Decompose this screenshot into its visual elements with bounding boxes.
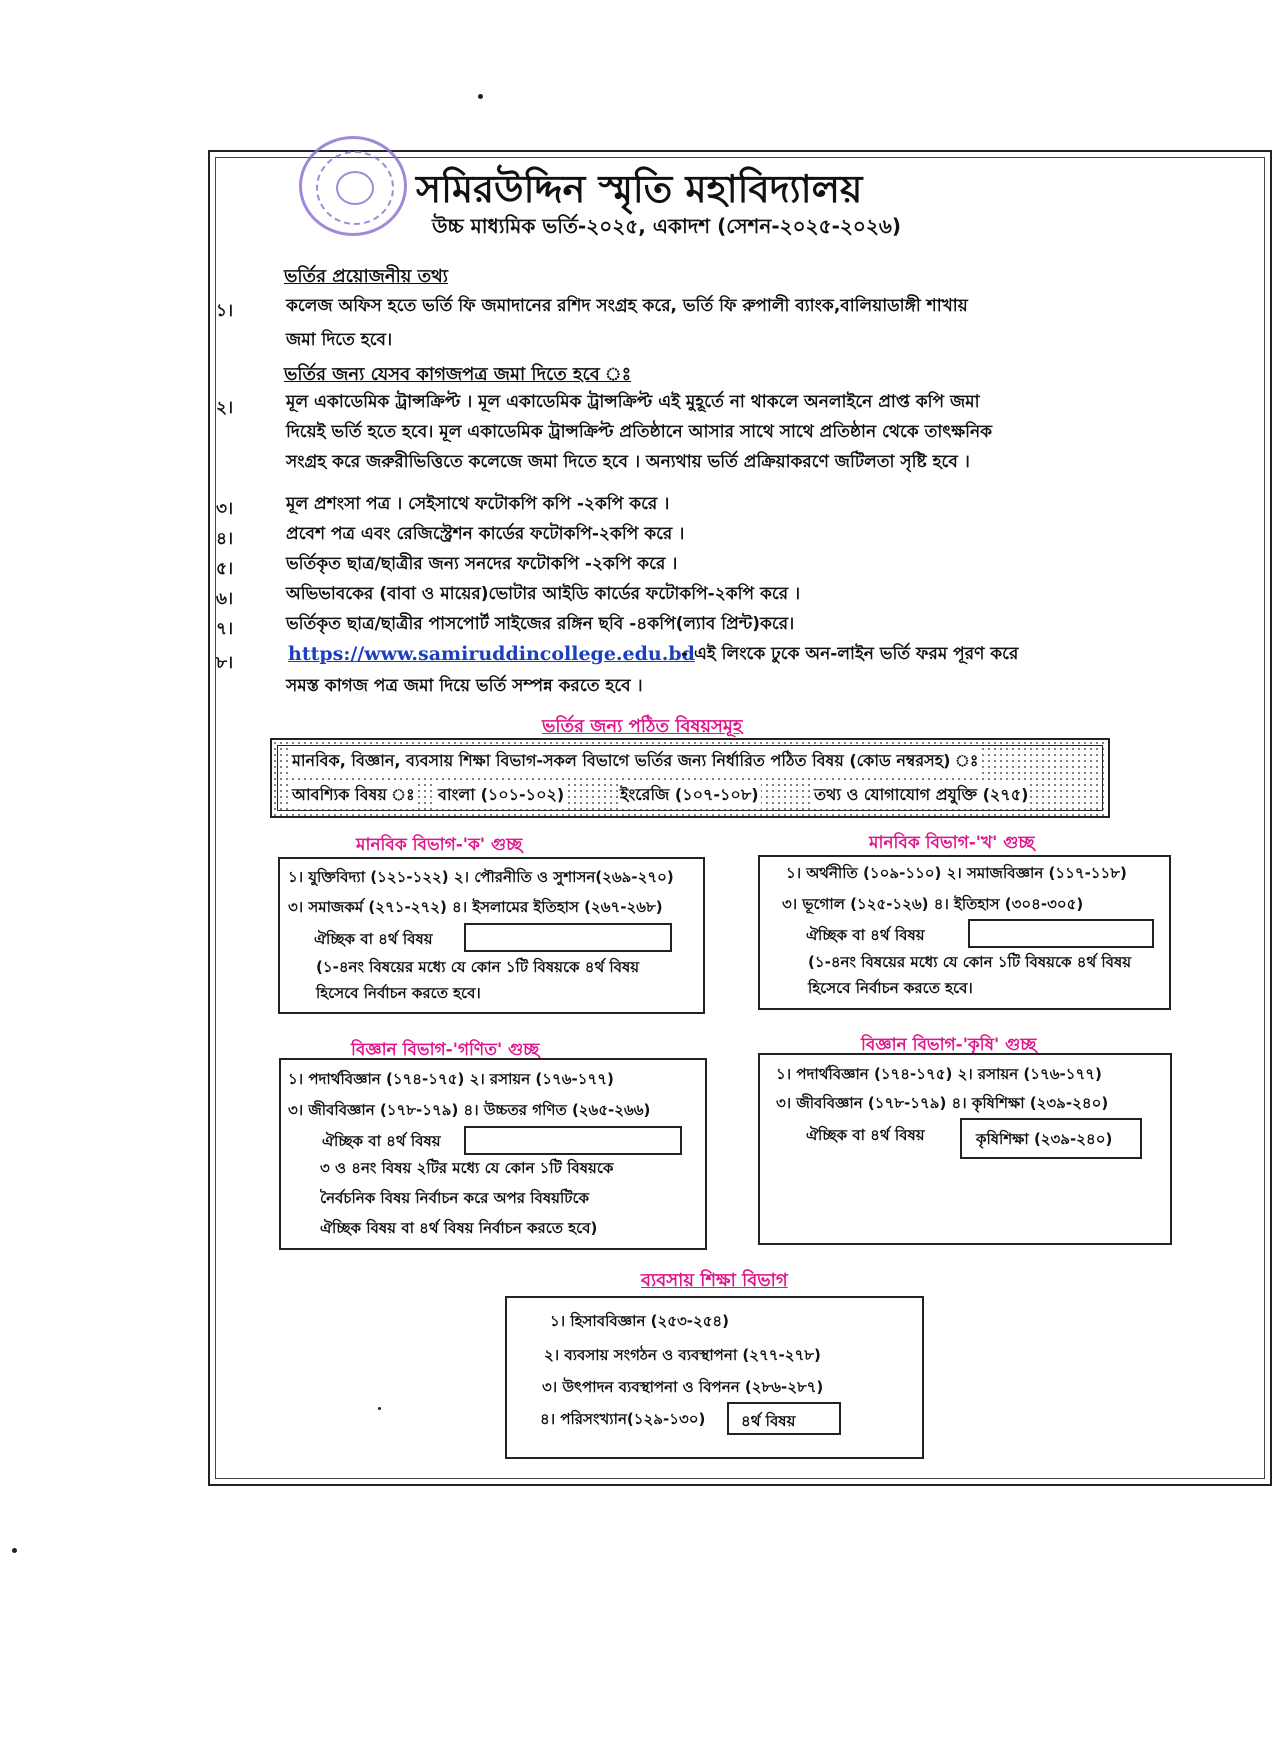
item-number: ১। xyxy=(216,301,234,321)
item-number: ৫। xyxy=(216,559,234,579)
subject-row: ১। অর্থনীতি (১০৯-১১০) ২। সমাজবিজ্ঞান (১১৭-১১৮) xyxy=(786,864,1127,882)
note-text: ঐচ্ছিক বিষয় বা ৪র্থ বিষয় নির্বাচন করতে হবে) xyxy=(320,1219,598,1237)
group-title: মানবিক বিভাগ-'ক' গুচ্ছ xyxy=(356,835,523,855)
item-text: দিয়েই ভর্তি হতে হবে। মূল একাডেমিক ট্রান্সক্রিপ্ট প্রতিষ্ঠানে আসার সাথে সাথে প্রতিষ্ঠান থেকে তাৎক্ষনিক xyxy=(286,422,993,442)
note-text: ৩ ও ৪নং বিষয় ২টির মধ্যে যে কোন ১টি বিষয়কে xyxy=(320,1159,614,1177)
item-text: অভিভাবকের (বাবা ও মায়ের)ভোটার আইডি কার্ডের ফটোকপি-২কপি করে । xyxy=(286,584,801,604)
item-text: সমস্ত কাগজ পত্র জমা দিয়ে ভর্তি সম্পন্ন করতে হবে । xyxy=(286,676,643,696)
subject-row: ১। পদার্থবিজ্ঞান (১৭৪-১৭৫) ২। রসায়ন (১৭৬-১৭৭) xyxy=(776,1065,1102,1083)
optional-label: ঐচ্ছিক বা ৪র্থ বিষয় xyxy=(806,926,925,944)
college-name: সমিরউদ্দিন স্মৃতি মহাবিদ্যালয় xyxy=(416,166,863,211)
group-title: ব্যবসায় শিক্ষা বিভাগ xyxy=(641,1270,788,1291)
note-text: (১-৪নং বিষয়ের মধ্যে যে কোন ১টি বিষয়কে ৪র্থ বিষয় xyxy=(316,958,640,976)
subject-row: ৩। জীববিজ্ঞান (১৭৮-১৭৯) ৪। কৃষিশিক্ষা (২৩৯-২৪০) xyxy=(776,1094,1109,1112)
subject-row: ১। হিসাববিজ্ঞান (২৫৩-২৫৪) xyxy=(550,1312,730,1330)
subject-row: ৩। ভূগোল (১২৫-১২৬) ৪। ইতিহাস (৩০৪-৩০৫) xyxy=(782,895,1084,913)
item-number: ৭। xyxy=(216,619,234,639)
subject-row: ২। ব্যবসায় সংগঠন ও ব্যবস্থাপনা (২৭৭-২৭৮) xyxy=(544,1346,821,1364)
item-number: ৩। xyxy=(216,499,234,519)
group-title: বিজ্ঞান বিভাগ-'কৃষি' গুচ্ছ xyxy=(861,1035,1037,1055)
college-website-link[interactable]: https://www.samiruddincollege.edu.bd xyxy=(288,643,695,665)
college-seal-icon xyxy=(299,136,407,236)
item-text: মূল প্রশংসা পত্র । সেইসাথে ফটোকপি কপি -২কপি করে । xyxy=(286,494,670,514)
item-number: ৪। xyxy=(216,529,234,549)
note-text: হিসেবে নির্বাচন করতে হবে। xyxy=(808,979,973,997)
compulsory-subject: বাংলা (১০১-১০২) xyxy=(436,782,566,809)
docs-heading: ভর্তির জন্য যেসব কাগজপত্র জমা দিতে হবে ঃ xyxy=(284,364,632,385)
item-text: সংগ্রহ করে জরুরীভিত্তিতে কলেজে জমা দিতে হবে । অন্যথায় ভর্তি প্রক্রিয়াকরণে জটিলতা সৃষ্টি হবে । xyxy=(286,452,970,472)
subject-row: ৪। পরিসংখ্যান(১২৯-১৩০) xyxy=(540,1410,706,1428)
subject-row: ৩। উৎপাদন ব্যবস্থাপনা ও বিপনন (২৮৬-২৮৭) xyxy=(542,1378,824,1396)
compulsory-label: আবশ্যিক বিষয় ঃ xyxy=(290,782,417,809)
item-number: ৬। xyxy=(216,589,234,609)
subject-row: ৩। জীববিজ্ঞান (১৭৮-১৭৯) ৪। উচ্চতর গণিত (২৬৫-২৬৬) xyxy=(288,1101,651,1119)
subject-row: ১। যুক্তিবিদ্যা (১২১-১২২) ২। পৌরনীতি ও সুশাসন(২৬৯-২৭০) xyxy=(288,868,674,886)
compulsory-subject: তথ্য ও যোগাযোগ প্রযুক্তি (২৭৫) xyxy=(812,782,1030,809)
item-text: প্রবেশ পত্র এবং রেজিস্ট্রেশন কার্ডের ফটোকপি-২কপি করে । xyxy=(286,524,685,544)
admission-subtitle: উচ্চ মাধ্যমিক ভর্তি-২০২৫, একাদশ (সেশন-২০২৫-২০২৬) xyxy=(432,214,902,238)
optional-label: ঐচ্ছিক বা ৪র্থ বিষয় xyxy=(322,1132,441,1150)
note-text: হিসেবে নির্বাচন করতে হবে। xyxy=(316,984,481,1002)
subject-row: ১। পদার্থবিজ্ঞান (১৭৪-১৭৫) ২। রসায়ন (১৭৬-১৭৭) xyxy=(288,1070,614,1088)
item-number: ২। xyxy=(216,398,234,418)
optional-subject-field[interactable] xyxy=(464,923,672,952)
item-text: - এই লিংকে ঢুকে অন-লাইন ভর্তি ফরম পূরণ করে xyxy=(681,644,1019,664)
scan-speck xyxy=(378,1407,381,1410)
common-subjects-line: মানবিক, বিজ্ঞান, ব্যবসায় শিক্ষা বিভাগ-সকল বিভাগে ভর্তির জন্য নির্ধারিত পঠিত বিষয় (কোড নম্বরসহ) ঃ xyxy=(290,748,980,775)
compulsory-subject: ইংরেজি (১০৭-১০৮) xyxy=(618,782,761,809)
optional-subject-field[interactable] xyxy=(968,919,1154,948)
item-text: ভর্তিকৃত ছাত্র/ছাত্রীর পাসপোর্ট সাইজের রঙ্গিন ছবি -৪কপি(ল্যাব প্রিন্ট)করে। xyxy=(286,614,795,634)
subject-row: ৩। সমাজকর্ম (২৭১-২৭২) ৪। ইসলামের ইতিহাস (২৬৭-২৬৮) xyxy=(288,898,663,916)
item-text: মূল একাডেমিক ট্রান্সক্রিপ্ট । মূল একাডেমিক ট্রান্সক্রিপ্ট এই মুহূর্তে না থাকলে অনলাইনে প্রাপ্ত কপি জমা xyxy=(286,392,980,412)
note-text: (১-৪নং বিষয়ের মধ্যে যে কোন ১টি বিষয়কে ৪র্থ বিষয় xyxy=(808,953,1132,971)
scan-speck xyxy=(478,94,483,99)
optional-label: ঐচ্ছিক বা ৪র্থ বিষয় xyxy=(314,930,433,948)
subjects-heading: ভর্তির জন্য পঠিত বিষয়সমূহ xyxy=(542,716,743,737)
item-number: ৮। xyxy=(216,653,234,673)
group-title: মানবিক বিভাগ-'খ' গুচ্ছ xyxy=(869,833,1035,853)
item-text: ভর্তিকৃত ছাত্র/ছাত্রীর জন্য সনদের ফটোকপি -২কপি করে । xyxy=(286,554,678,574)
optional-subject-value: কৃষিশিক্ষা (২৩৯-২৪০) xyxy=(976,1130,1113,1148)
scan-speck xyxy=(12,1548,17,1553)
item-text: কলেজ অফিস হতে ভর্তি ফি জমাদানের রশিদ সংগ্রহ করে, ভর্তি ফি রুপালী ব্যাংক,বালিয়াডাঙ্গী শাখায় xyxy=(286,296,968,316)
optional-label: ঐচ্ছিক বা ৪র্থ বিষয় xyxy=(806,1126,925,1144)
group-title: বিজ্ঞান বিভাগ-'গণিত' গুচ্ছ xyxy=(351,1040,540,1060)
note-text: নৈর্বচনিক বিষয় নির্বাচন করে অপর বিষয়টিকে xyxy=(320,1189,589,1207)
info-heading: ভর্তির প্রয়োজনীয় তথ্য xyxy=(284,266,448,287)
optional-subject-field[interactable] xyxy=(464,1126,682,1155)
fourth-subject-label: ৪র্থ বিষয় xyxy=(741,1412,796,1430)
item-text: জমা দিতে হবে। xyxy=(286,330,393,350)
